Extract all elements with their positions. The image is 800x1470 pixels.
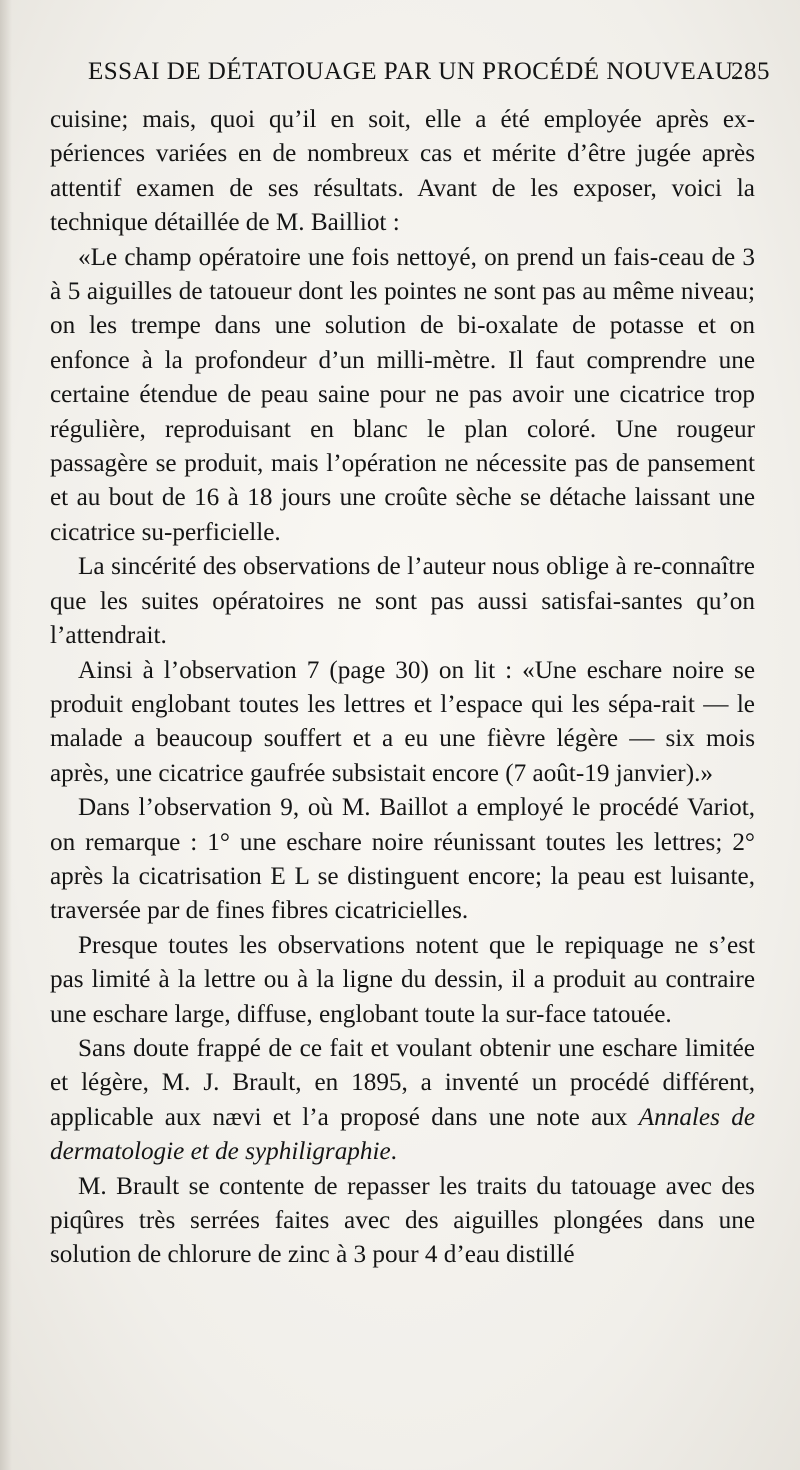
journal-title: Annales de dermatologie et de syphiligraphie xyxy=(50,1103,756,1166)
paragraph-6: Presque toutes les observations notent que le repiquage ne s’est pas limité à la lettre ou à la ligne du dessin, il a produit au contraire une eschare large, diffuse, englobant toute la sur-face tatouée. xyxy=(50,931,755,1028)
paragraph-7 xyxy=(50,1032,755,1170)
paragraph-5: Dans l’observation 9, où M. Baillot a employé le procédé Variot, on remarque : 1° une eschare noire réunissant toutes les lettres; 2° après la cicatrisation E L se distinguent encore; la peau est luisante, traversée par de fines fibres cicatricielles. xyxy=(50,794,755,925)
page-header xyxy=(88,58,770,94)
running-title: ESSAI DE DÉTATOUAGE PAR UN PROCÉDÉ NOUVEAU. xyxy=(88,58,741,85)
paragraph-7-text: Sans doute frappé de ce fait et voulant obtenir une eschare limitée et légère, M. J. Brault, en 1895, a inventé un procédé différent, applicable aux nævi et l’a proposé dans une note aux xyxy=(50,1034,755,1131)
paragraph-1: cuisine; mais, quoi qu’il en soit, elle a été employée après ex-périences variées en de nombreux cas et mérite d’être jugée après attentif examen de ses résultats. Avant de les exposer, voici la technique détaillée de M. Bailliot : xyxy=(50,106,755,237)
paragraph-2: «Le champ opératoire une fois nettoyé, on prend un fais-ceau de 3 à 5 aiguilles de tatoueur dont les pointes ne sont pas au même niveau; on les trempe dans une solution de bi-oxalate de potasse et on enfonce à la profondeur d’un milli-mètre. Il faut comprendre une certaine étendue de peau saine pour ne pas avoir une cicatrice trop régulière, reproduisant en blanc le plan coloré. Une rougeur passagère se produit, mais l’opération ne nécessite pas de pansement et au bout de 16 à 18 jours une croûte sèche se détache laissant une cicatrice su-perficielle. xyxy=(50,243,755,546)
paragraph-3: La sincérité des observations de l’auteur nous oblige à re-connaître que les suites opératoires ne sont pas aussi satisfai-santes qu’on l’attendrait. xyxy=(50,553,755,650)
scan-edge-shadow xyxy=(0,0,12,1470)
paragraph-4: Ainsi à l’observation 7 (page 30) on lit : «Une eschare noire se produit englobant toutes les lettres et l’espace qui les sépa-rait — le malade a beaucoup souffert et a eu une fièvre légère — six mois après, une cicatrice gaufrée subsistait encore (7 août-19 janvier).» xyxy=(50,656,755,787)
page-number: 285 xyxy=(731,58,770,85)
paragraph-8: M. Brault se contente de repasser les traits du tatouage avec des piqûres très serrées faites avec des aiguilles plongées dans une solution de chlorure de zinc à 3 pour 4 d’eau distillé xyxy=(50,1172,755,1269)
body-text xyxy=(50,103,755,1273)
paragraph-7-end: . xyxy=(390,1138,397,1166)
